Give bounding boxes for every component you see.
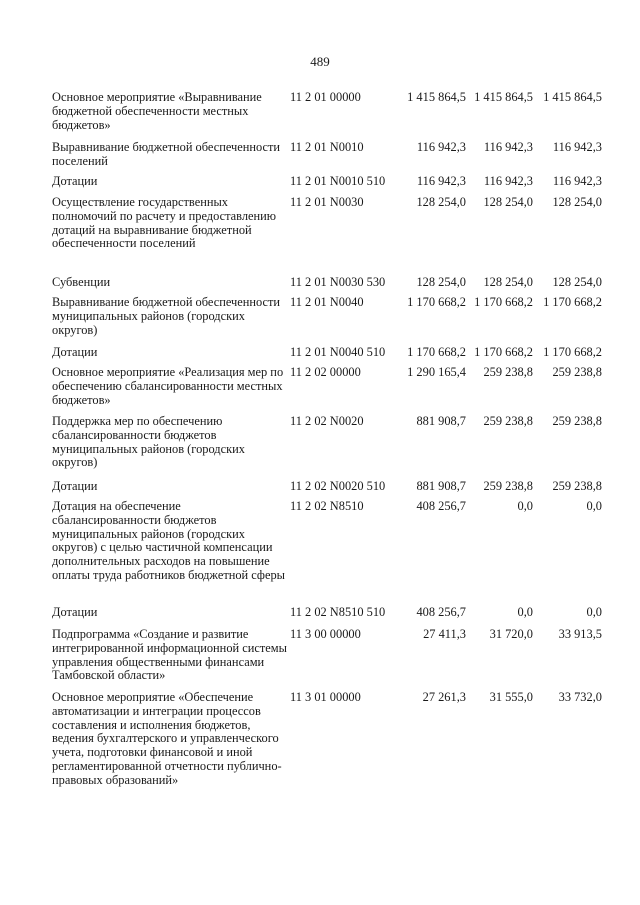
row-value-2: 259 238,8 bbox=[483, 414, 533, 428]
row-name: Дотации bbox=[52, 345, 98, 359]
row-value-2: 1 170 668,2 bbox=[474, 345, 533, 359]
row-code: 11 2 02 N8510 510 bbox=[290, 605, 386, 619]
row-code: 11 2 01 N0040 bbox=[290, 295, 364, 309]
row-value-2: 1 170 668,2 bbox=[474, 295, 533, 309]
row-name: Дотации bbox=[52, 605, 98, 619]
row-value-3: 33 732,0 bbox=[558, 690, 602, 704]
row-code: 11 2 01 N0010 bbox=[290, 140, 364, 154]
row-value-3: 259 238,8 bbox=[552, 365, 602, 379]
row-name: Подпрограмма «Создание и развитие интегрированной информационной системы управления общественными финансами Тамбовской области» bbox=[52, 627, 287, 683]
row-name: Дотации bbox=[52, 174, 98, 188]
row-value-1: 116 942,3 bbox=[416, 174, 466, 188]
row-value-3: 116 942,3 bbox=[552, 174, 602, 188]
row-value-2: 1 415 864,5 bbox=[474, 90, 533, 104]
row-value-3: 259 238,8 bbox=[552, 414, 602, 428]
row-name: Основное мероприятие «Реализация мер по обеспечению сбалансированности местных бюджетов» bbox=[52, 365, 284, 407]
row-name: Поддержка мер по обеспечению сбалансированности бюджетов муниципальных районов (городских округов) bbox=[52, 414, 245, 470]
row-value-1: 408 256,7 bbox=[416, 605, 466, 619]
row-code: 11 2 02 N0020 510 bbox=[290, 479, 386, 493]
row-code: 11 2 02 00000 bbox=[290, 365, 361, 379]
row-value-3: 128 254,0 bbox=[552, 275, 602, 289]
row-code: 11 2 01 N0030 bbox=[290, 195, 364, 209]
row-value-2: 0,0 bbox=[517, 605, 533, 619]
row-value-3: 1 415 864,5 bbox=[543, 90, 602, 104]
row-value-3: 0,0 bbox=[586, 605, 602, 619]
row-value-1: 27 411,3 bbox=[423, 627, 466, 641]
row-value-1: 881 908,7 bbox=[416, 479, 466, 493]
row-code: 11 2 01 N0030 530 bbox=[290, 275, 386, 289]
row-value-2: 0,0 bbox=[517, 499, 533, 513]
row-name: Субвенции bbox=[52, 275, 111, 289]
row-name: Осуществление государственных полномочий по расчету и предоставлению дотаций на выравнивание бюджетной обеспеченности поселений bbox=[52, 195, 277, 251]
row-value-2: 259 238,8 bbox=[483, 479, 533, 493]
row-value-3: 33 913,5 bbox=[558, 627, 602, 641]
row-value-2: 31 555,0 bbox=[489, 690, 533, 704]
row-code: 11 3 00 00000 bbox=[290, 627, 361, 641]
row-code: 11 2 02 N8510 bbox=[290, 499, 364, 513]
row-value-1: 27 261,3 bbox=[422, 690, 466, 704]
row-code: 11 2 01 00000 bbox=[290, 90, 361, 104]
row-value-3: 259 238,8 bbox=[552, 479, 602, 493]
row-value-1: 116 942,3 bbox=[416, 140, 466, 154]
row-name: Выравнивание бюджетной обеспеченности муниципальных районов (городских округов) bbox=[52, 295, 281, 337]
row-value-1: 408 256,7 bbox=[416, 499, 466, 513]
row-value-2: 31 720,0 bbox=[489, 627, 533, 641]
row-value-2: 116 942,3 bbox=[483, 174, 533, 188]
row-value-3: 1 170 668,2 bbox=[543, 345, 602, 359]
row-value-1: 128 254,0 bbox=[416, 275, 466, 289]
row-value-1: 1 290 165,4 bbox=[407, 365, 466, 379]
row-code: 11 2 02 N0020 bbox=[290, 414, 364, 428]
row-code: 11 3 01 00000 bbox=[290, 690, 361, 704]
row-value-3: 0,0 bbox=[586, 499, 602, 513]
row-name: Дотации bbox=[52, 479, 98, 493]
row-value-1: 1 170 668,2 bbox=[407, 295, 466, 309]
row-value-2: 128 254,0 bbox=[483, 275, 533, 289]
row-value-1: 1 415 864,5 bbox=[407, 90, 466, 104]
row-value-3: 116 942,3 bbox=[552, 140, 602, 154]
row-value-3: 1 170 668,2 bbox=[543, 295, 602, 309]
row-value-2: 128 254,0 bbox=[483, 195, 533, 209]
row-name: Основное мероприятие «Обеспечение автоматизации и интеграции процессов составления и исполнения бюджетов, ведения бухгалтерского и управленческого учета, подготовки финансовой и иной регламентированной отчетности публично-правовых образований» bbox=[52, 690, 282, 787]
row-value-1: 128 254,0 bbox=[416, 195, 466, 209]
row-value-1: 881 908,7 bbox=[416, 414, 466, 428]
row-name: Выравнивание бюджетной обеспеченности поселений bbox=[52, 140, 281, 168]
page-number: 489 bbox=[310, 54, 330, 69]
row-code: 11 2 01 N0010 510 bbox=[290, 174, 386, 188]
row-value-2: 116 942,3 bbox=[483, 140, 533, 154]
row-value-1: 1 170 668,2 bbox=[407, 345, 466, 359]
row-value-3: 128 254,0 bbox=[552, 195, 602, 209]
row-code: 11 2 01 N0040 510 bbox=[290, 345, 386, 359]
row-name: Дотация на обеспечение сбалансированности бюджетов муниципальных районов (городских округов) с целью частичной компенсации дополнительных расходов на повышение оплаты труда работников бюджетной сферы bbox=[52, 499, 285, 582]
row-name: Основное мероприятие «Выравнивание бюджетной обеспеченности местных бюджетов» bbox=[52, 90, 262, 132]
row-value-2: 259 238,8 bbox=[483, 365, 533, 379]
